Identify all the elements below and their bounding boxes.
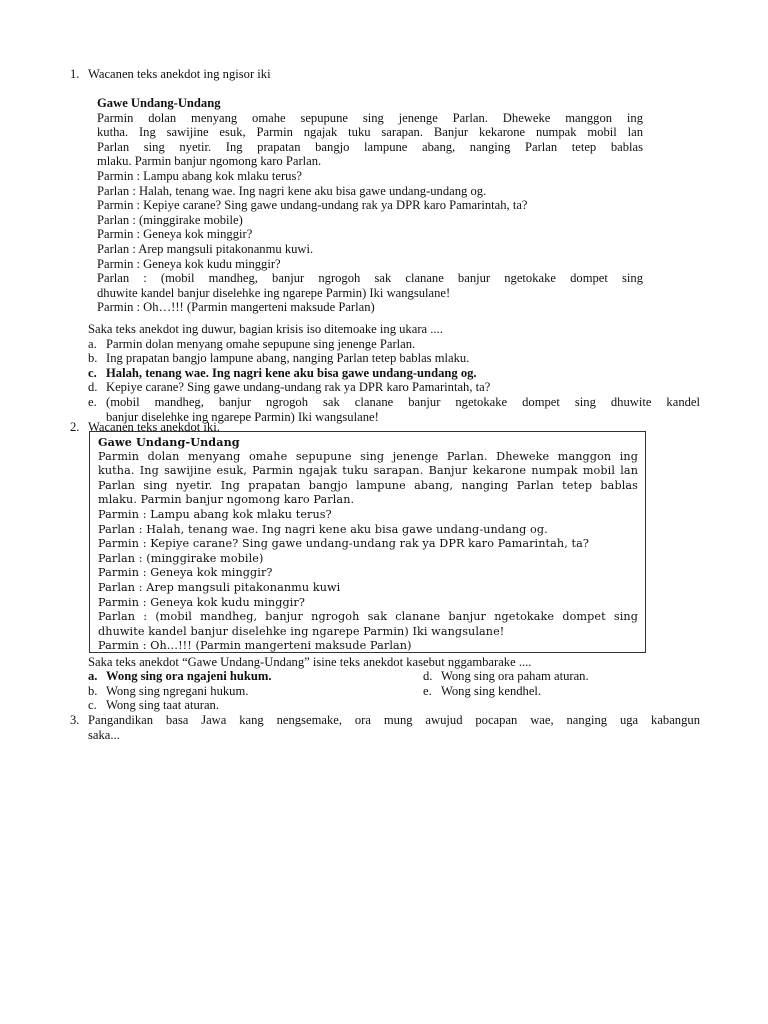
dialog-line: Parmin : Geneya kok minggir?: [98, 566, 273, 580]
dialog-line: Parlan : (mobil mandheg, banjur ngrogoh sak clanane banjur ngetokake dompet sing: [98, 610, 638, 624]
paragraph-line: Parmin dolan menyang omahe sepupune sing jenenge Parlan. Dheweke manggon ing: [98, 449, 638, 463]
question-prompt: Wacanen teks anekdot iki.: [88, 420, 220, 434]
option-c[interactable]: c. Halah, tenang wae. Ing nagri kene aku bisa gawe undang-undang og.: [88, 365, 477, 380]
option-e[interactable]: e. (mobil mandheg, banjur ngrogoh sak clanane banjur ngetokake dompet sing dhuwite kandel banjur diselehke ing ngarepe Parmin) Iki wangsulane!: [88, 394, 700, 424]
option-e[interactable]: e. Wong sing kendhel.: [423, 683, 542, 698]
dialog-line: Parlan : Halah, tenang wae. Ing nagri kene aku bisa gawe undang-undang og.: [98, 522, 548, 536]
dialog-line: Parlan : (minggirake mobile): [97, 212, 243, 227]
dialog-line: Parlan : Arep mangsuli pitakonanmu kuwi: [98, 580, 341, 594]
question-number: 2.: [70, 420, 80, 434]
option-d[interactable]: d. Kepiye carane? Sing gawe undang-undang rak ya DPR karo Pamarintah, ta?: [88, 380, 491, 395]
dialog-line: Parmin : Lampu abang kok mlaku terus?: [97, 168, 302, 183]
dialog-line: Parlan : (minggirake mobile): [98, 551, 264, 565]
question-number: 3.: [70, 713, 80, 727]
question-text: Saka teks anekdot ing duwur, bagian krisis iso ditemoake ing ukara ....: [88, 322, 443, 336]
question-1: [70, 67, 700, 82]
paragraph-line: kutha. Ing sawijine esuk, Parmin ngajak tuku sarapan. Banjur kekarone numpak mobil lan: [98, 464, 638, 478]
dialog-line: Parmin : Geneya kok minggir?: [97, 227, 253, 242]
question-number: 1.: [70, 67, 80, 81]
dialog-line: Parmin : Kepiye carane? Sing gawe undang-undang rak ya DPR karo Pamarintah, ta?: [97, 198, 528, 213]
paragraph-line: Parlan sing nyetir. Ing prapatan bangjo lampune abang, nanging Parlan tetep bablas: [98, 478, 638, 492]
question-prompt: Wacanen teks anekdot ing ngisor iki: [88, 67, 271, 81]
dialog-line: Parmin : Lampu abang kok mlaku terus?: [98, 507, 332, 521]
question-2-options: [88, 669, 663, 713]
dialog-line: dhuwite kandel banjur diselehke ing ngarepe Parmin) Iki wangsulane!: [97, 285, 451, 300]
dialog-line: Parmin : Oh…!!! (Parmin mangerteni maksude Parlan): [97, 300, 375, 315]
dialog-line: Parmin : Geneya kok kudu minggir?: [97, 256, 281, 271]
dialog-line: Parlan : Halah, tenang wae. Ing nagri kene aku bisa gawe undang-undang og.: [97, 183, 487, 198]
question-3: [70, 713, 700, 742]
option-a[interactable]: a. Parmin dolan menyang omahe sepupune sing jenenge Parlan.: [88, 336, 416, 351]
dialog-line: Parlan : (mobil mandheg, banjur ngrogoh sak clanane banjur ngetokake dompet sing: [97, 271, 643, 286]
dialog-line: Parmin : Kepiye carane? Sing gawe undang-undang rak ya DPR karo Pamarintah, ta?: [98, 537, 589, 551]
question-2-body: [88, 655, 700, 670]
paragraph-line: kutha. Ing sawijine esuk, Parmin ngajak tuku sarapan. Banjur kekarone numpak mobil lan: [97, 125, 643, 140]
question-text: saka...: [88, 727, 120, 742]
option-a[interactable]: a. Wong sing ora ngajeni hukum.: [88, 669, 272, 683]
paragraph-line: mlaku. Parmin banjur ngomong karo Parlan.: [97, 154, 322, 169]
anecdote-title: Gawe Undang-Undang: [97, 96, 221, 110]
question-text: Pangandikan basa Jawa kang nengsemake, ora mung awujud pocapan wae, nanging uga kabangun: [88, 713, 700, 727]
paragraph-line: mlaku. Parmin banjur ngomong karo Parlan.: [98, 493, 355, 507]
dialog-line: Parmin : Geneya kok kudu minggir?: [98, 595, 305, 609]
anecdote-title: Gawe Undang-Undang: [98, 435, 240, 449]
question-1-body: [88, 322, 700, 424]
option-c[interactable]: c. Wong sing taat aturan.: [88, 698, 219, 713]
anecdote-text-1: [97, 96, 643, 315]
dialog-line: dhuwite kandel banjur diselehke ing ngarepe Parmin) Iki wangsulane!: [98, 624, 505, 638]
question-text: Saka teks anekdot “Gawe Undang-Undang” isine teks anekdot kasebut nggambarake ....: [88, 655, 532, 669]
dialog-line: Parmin : Oh…!!! (Parmin mangerteni maksude Parlan): [98, 639, 412, 653]
option-d[interactable]: d. Wong sing ora paham aturan.: [423, 669, 589, 683]
anecdote-box: [89, 431, 646, 653]
option-b[interactable]: b. Wong sing ngregani hukum.: [88, 683, 249, 698]
option-b[interactable]: b. Ing prapatan bangjo lampune abang, nanging Parlan tetep bablas mlaku.: [88, 351, 470, 366]
paragraph-line: Parlan sing nyetir. Ing prapatan bangjo lampune abang, nanging Parlan tetep bablas: [97, 139, 643, 154]
dialog-line: Parlan : Arep mangsuli pitakonanmu kuwi.: [97, 241, 314, 256]
paragraph-line: Parmin dolan menyang omahe sepupune sing jenenge Parlan. Dheweke manggon ing: [97, 110, 643, 125]
